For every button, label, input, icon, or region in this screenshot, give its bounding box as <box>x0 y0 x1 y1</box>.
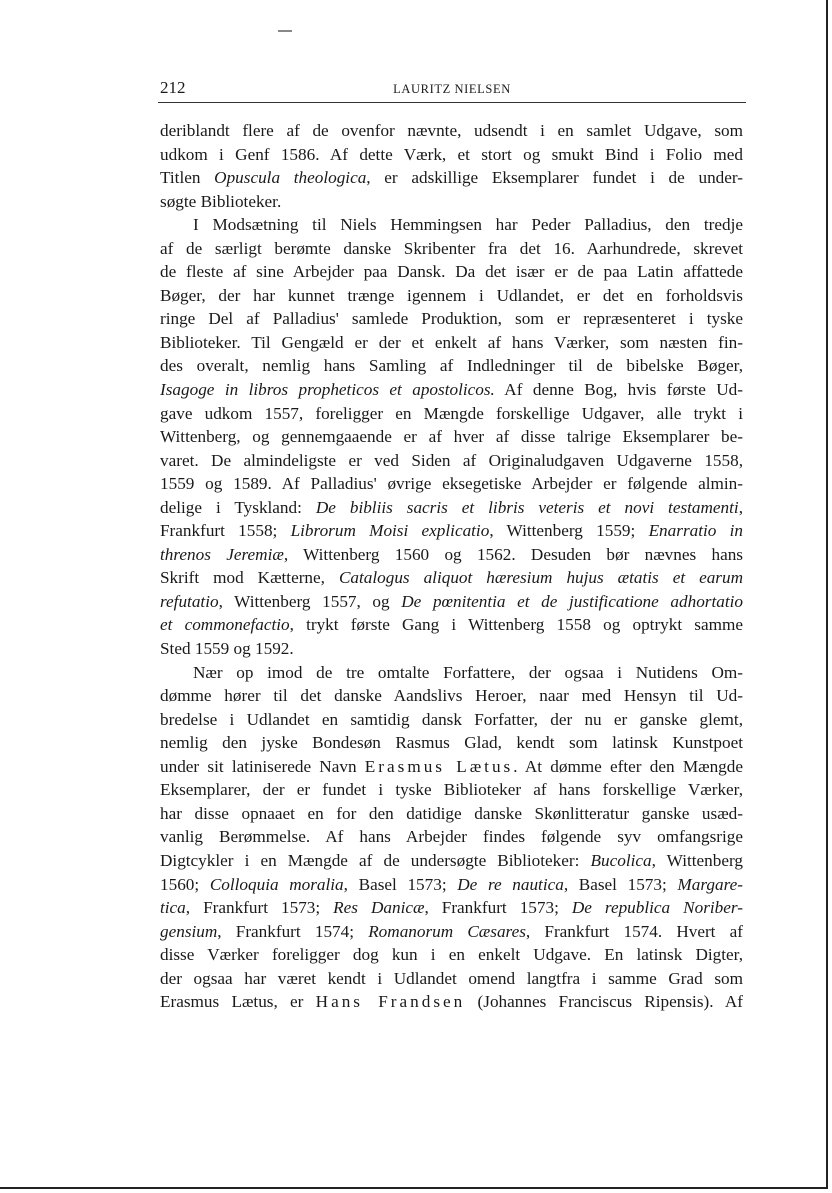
text-line <box>160 543 743 567</box>
text-run: Digtcykler i en Mængde af de undersøgte Biblioteker: <box>160 850 591 870</box>
italic-title: De pœnitentia et de justificatione adhortatio <box>401 591 743 611</box>
text-line <box>160 896 743 920</box>
text-run: Bøger, der har kunnet trænge igennem i Udlandet, er det en forholdsvis <box>160 285 743 305</box>
text-run: Sted 1559 og 1592. <box>160 639 294 659</box>
paragraph <box>160 213 743 660</box>
text-line <box>160 873 743 897</box>
text-run: der ogsaa har været kendt i Udlandet omend langtfra i samme Grad som <box>160 968 743 988</box>
text-run: Erasmus Lætus, er <box>160 992 316 1012</box>
italic-title: Opuscula theologica <box>214 168 367 188</box>
italic-title: refutatio <box>160 591 219 611</box>
italic-title: Res Danicæ <box>333 898 425 918</box>
text-run: dømme hører til det danske Aandslivs Heroer, naar med Hensyn til Ud- <box>160 686 743 706</box>
text-run: Biblioteker. Til Gengæld er der et enkelt af hans Værker, som næsten fin- <box>160 332 743 352</box>
italic-title: Margare- <box>677 874 743 894</box>
body-text <box>160 119 743 1014</box>
italic-title: De bibliis sacris et libris veteris et novi testamenti <box>315 497 739 517</box>
spaced-name: Hans Frandsen <box>315 992 466 1012</box>
text-run: , Frankfurt 1573; <box>424 898 572 918</box>
text-run: , Wittenberg 1560 og 1562. Desuden bør nævnes hans <box>283 544 743 564</box>
text-line <box>160 143 743 167</box>
text-line <box>160 519 743 543</box>
text-line <box>160 967 743 991</box>
text-line <box>160 661 743 685</box>
text-line <box>160 213 743 237</box>
text-run: bredelse i Udlandet en samtidig dansk Forfatter, der nu er ganske glemt, <box>160 709 743 729</box>
text-line <box>160 166 743 190</box>
text-line <box>160 990 743 1014</box>
text-run: , er adskillige Eksemplarer fundet i de under- <box>366 168 743 188</box>
text-run: Nær op imod de tre omtalte Forfattere, der ogsaa i Nutidens Om- <box>193 662 743 682</box>
running-header <box>158 78 746 103</box>
text-run: nemlig den jyske Bondesøn Rasmus Glad, kendt som latinsk Kunstpoet <box>160 733 743 753</box>
italic-title: Librorum Moisi explicatio <box>290 521 490 541</box>
text-run: har disse opnaaet en for den datidige danske Skønlitteratur ganske usæd- <box>160 803 743 823</box>
italic-title: tica <box>160 898 186 918</box>
text-run: . At dømme efter den Mængde <box>513 756 743 776</box>
text-line <box>160 920 743 944</box>
paragraph <box>160 119 743 213</box>
spaced-name: Erasmus Lætus <box>364 756 514 776</box>
paragraph <box>160 661 743 1014</box>
text-line <box>160 307 743 331</box>
running-title: LAURITZ NIELSEN <box>393 82 511 96</box>
text-line <box>160 590 743 614</box>
text-run: , Wittenberg 1557, og <box>218 591 402 611</box>
text-line <box>160 260 743 284</box>
text-run: , Basel 1573; <box>343 874 458 894</box>
text-line <box>160 778 743 802</box>
text-run: , Wittenberg 1559; <box>489 521 649 541</box>
page-number: 212 <box>160 78 186 97</box>
text-run: Skrift mod Kætterne, <box>160 568 339 588</box>
italic-title: Colloquia moralia <box>209 874 344 894</box>
text-run: Titlen <box>160 168 215 188</box>
text-line <box>160 237 743 261</box>
text-run: udkom i Genf 1586. Af dette Værk, et stort og smukt Bind i Folio med <box>160 144 743 164</box>
text-run: Eksemplarer, der er fundet i tyske Biblioteker af hans forskellige Værker, <box>160 780 743 800</box>
text-run: gave udkom 1557, foreligger en Mængde forskellige Udgaver, alle trykt i <box>160 403 743 423</box>
text-run: varet. De almindeligste er ved Siden af Originaludgaven Udgaverne 1558, <box>160 450 743 470</box>
text-run: (Johannes Franciscus Ripensis). Af <box>465 992 743 1012</box>
text-run: delige i Tyskland: <box>160 497 316 517</box>
text-line <box>160 425 743 449</box>
text-line <box>160 825 743 849</box>
text-line <box>160 566 743 590</box>
text-run: disse Værker foreligger dog kun i en enkelt Udgave. En latinsk Digter, <box>160 945 743 965</box>
text-run: , Wittenberg <box>651 850 743 870</box>
text-line <box>160 755 743 779</box>
text-run: under sit latiniserede Navn <box>160 756 365 776</box>
text-run: ringe Del af Palladius' samlede Produktion, som er repræsenteret i tyske <box>160 309 743 329</box>
text-run: søgte Biblioteker. <box>160 191 282 211</box>
text-line <box>160 802 743 826</box>
text-run: Wittenberg, og gennemgaaende er af hver af disse talrige Eksemplarer be- <box>160 427 743 447</box>
italic-title: threnos Jeremiæ <box>160 544 284 564</box>
text-run: vanlig Berømmelse. Af hans Arbejder findes følgende syv omfangsrige <box>160 827 743 847</box>
text-line <box>160 637 743 661</box>
text-run: de fleste af sine Arbejder paa Dansk. Da det især er de paa Latin affattede <box>160 262 743 282</box>
italic-title: et commonefactio <box>160 615 290 635</box>
italic-title: De re nautica <box>457 874 564 894</box>
text-run: , Frankfurt 1574; <box>217 921 369 941</box>
italic-title: Romanorum Cæsares <box>368 921 526 941</box>
text-run: des overalt, nemlig hans Samling af Indledninger til de bibelske Bøger, <box>160 356 743 376</box>
text-line <box>160 849 743 873</box>
italic-title: Bucolica <box>590 850 652 870</box>
text-run: deriblandt flere af de ovenfor nævnte, udsendt i en samlet Udgave, som <box>160 121 743 140</box>
text-run: , Basel 1573; <box>563 874 678 894</box>
text-line <box>160 496 743 520</box>
text-line <box>160 613 743 637</box>
text-line <box>160 402 743 426</box>
text-run: 1560; <box>160 874 210 894</box>
text-line <box>160 284 743 308</box>
text-line <box>160 190 743 214</box>
italic-title: Enarratio in <box>648 521 743 541</box>
italic-title: Catalogus aliquot hæresium hujus ætatis et earum <box>338 568 743 588</box>
text-line <box>160 119 743 143</box>
text-run: , <box>738 497 743 517</box>
text-line <box>160 378 743 402</box>
text-run: I Modsætning til Niels Hemmingsen har Peder Palladius, den tredje <box>193 215 743 235</box>
text-run: , Frankfurt 1574. Hvert af <box>525 921 743 941</box>
text-line <box>160 331 743 355</box>
scan-speck <box>278 30 292 32</box>
italic-title: De republica Noriber- <box>571 898 743 918</box>
text-line <box>160 943 743 967</box>
text-line <box>160 449 743 473</box>
text-run: af de særligt berømte danske Skribenter fra det 16. Aarhundrede, skrevet <box>160 238 743 258</box>
text-run: , trykt første Gang i Wittenberg 1558 og optrykt samme <box>289 615 743 635</box>
text-line <box>160 731 743 755</box>
text-line <box>160 354 743 378</box>
text-line <box>160 684 743 708</box>
text-run: , Frankfurt 1573; <box>185 898 334 918</box>
italic-title: Isagoge in libros propheticos et apostolicos. <box>160 380 495 400</box>
text-run: 1559 og 1589. Af Palladius' øvrige eksegetiske Arbejder er følgende almin- <box>160 474 743 494</box>
text-run: Frankfurt 1558; <box>160 521 291 541</box>
text-line <box>160 472 743 496</box>
italic-title: gensium <box>160 921 218 941</box>
text-line <box>160 708 743 732</box>
text-run: Af denne Bog, hvis første Ud- <box>494 380 743 400</box>
